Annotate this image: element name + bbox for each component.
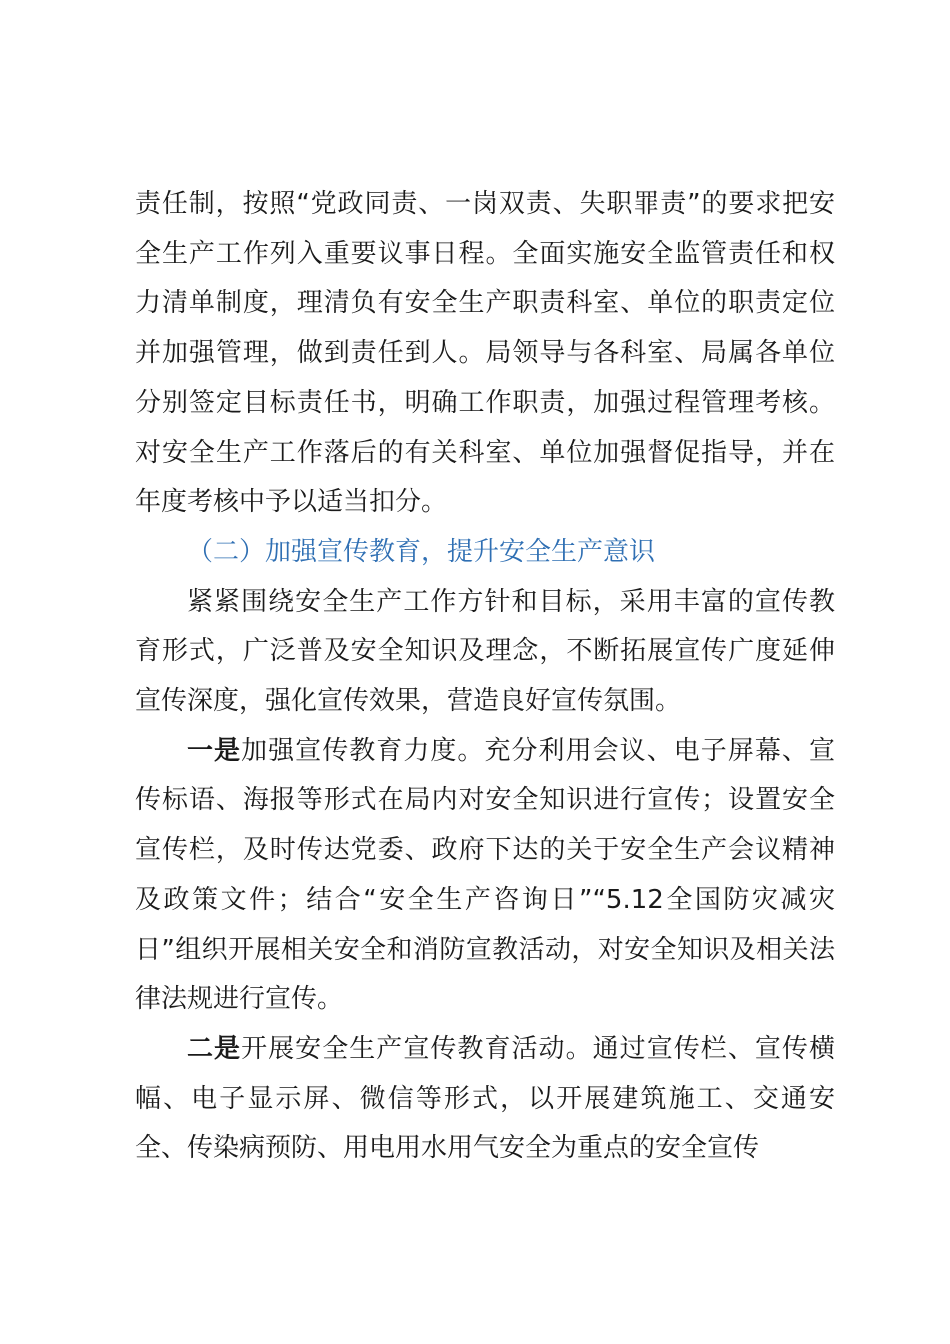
section-heading-text: （二）加强宣传教育，提升安全生产意识: [187, 536, 656, 567]
paragraph-text: 开展安全生产宣传教育活动。通过宣传栏、宣传横幅、电子显示屏、微信等形式，以开展建筑施工、交通安全、传染病预防、用电用水用气安全为重点的安全宣传: [135, 1033, 835, 1164]
paragraph-text: 加强宣传教育力度。充分利用会议、电子屏幕、宣传标语、海报等形式在局内对安全知识进行宣传；设置安全宣传栏，及时传达党委、政府下达的关于安全生产会议精神及政策文件；结合“安全生产咨询日”“5.12全国防灾减灾日”组织开展相关安全和消防宣教活动，对安全知识及相关法律法规进行宣传。: [135, 735, 835, 1015]
paragraph-text: 责任制，按照“党政同责、一岗双责、失职罪责”的要求把安全生产工作列入重要议事日程。全面实施安全监管责任和权力清单制度，理清负有安全生产职责科室、单位的职责定位并加强管理，做到责任到人。局领导与各科室、局属各单位分别签定目标责任书，明确工作职责，加强过程管理考核。对安全生产工作落后的有关科室、单位加强督促指导，并在年度考核中予以适当扣分。: [135, 189, 835, 518]
section-heading-publicity: [135, 528, 835, 578]
paragraph-lead: 一是: [187, 735, 242, 766]
paragraph-lead: 二是: [187, 1033, 242, 1064]
document-body: [135, 180, 835, 1174]
paragraph-text: 紧紧围绕安全生产工作方针和目标，采用丰富的宣传教育形式，广泛普及安全知识及理念，不断拓展宣传广度延伸宣传深度，强化宣传效果，营造良好宣传氛围。: [135, 586, 835, 717]
paragraph-responsibility-system: [135, 180, 835, 528]
paragraph-point-two: [135, 1025, 835, 1174]
paragraph-point-one: [135, 727, 835, 1025]
paragraph-publicity-intro: [135, 578, 835, 727]
